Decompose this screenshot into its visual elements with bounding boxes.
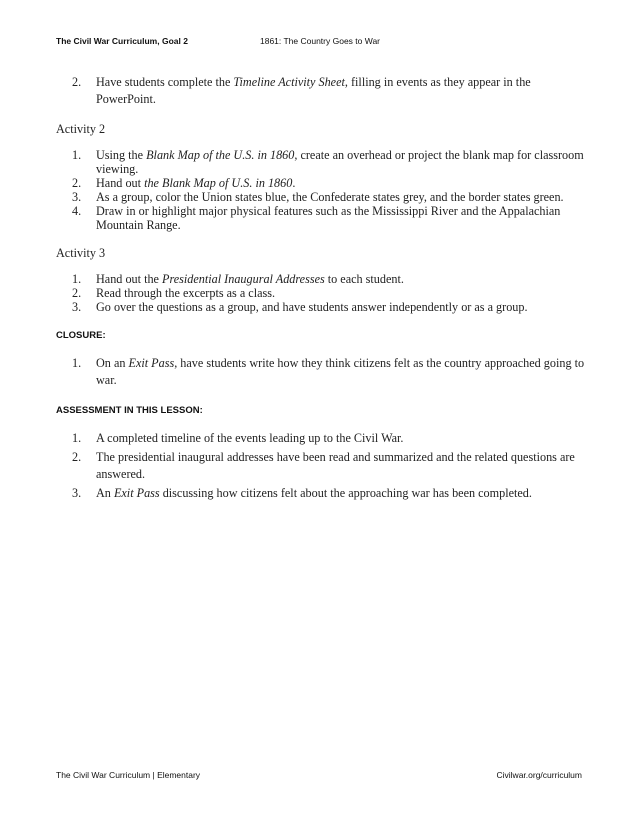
list-item: 3. As a group, color the Union states blue, the Confederate states grey, and the border states green. [72,190,564,204]
list-item: 2. Read through the excerpts as a class. [72,286,276,300]
activity-2-heading: Activity 2 [56,122,106,136]
list-item: 2. Hand out the Blank Map of U.S. in 1860. [72,176,296,190]
activity-3-heading: Activity 3 [56,246,106,260]
header-right: 1861: The Country Goes to War [260,36,381,46]
assessment-heading: ASSESSMENT IN THIS LESSON: [56,405,203,416]
assessment-list [56,430,586,502]
footer-left: The Civil War Curriculum | Elementary [56,770,201,780]
list-item: 4. Draw in or highlight major physical features such as the Mississippi River and the Appalachian Mountain Range. [72,204,561,232]
list-item: 1. A completed timeline of the events leading up to the Civil War. [72,431,404,445]
activity-3-list [56,272,586,314]
header-left: The Civil War Curriculum, Goal 2 [56,36,188,46]
list-item: 3. An Exit Pass discussing how citizens felt about the approaching war has been completed. [72,486,532,500]
activity-2-list [56,148,586,232]
closure-heading: CLOSURE: [56,330,106,341]
footer-right: Civilwar.org/curriculum [496,770,582,780]
list-item: 1. Hand out the Presidential Inaugural Addresses to each student. [72,272,404,286]
document-body [56,74,586,504]
continued-list [56,74,586,108]
list-item: 1. On an Exit Pass, have students write how they think citizens felt as the country approached going to war. [72,356,585,387]
list-item: 2. Have students complete the Timeline Activity Sheet, filling in events as they appear in the PowerPoint. [72,75,531,106]
list-item: 1. Using the Blank Map of the U.S. in 1860, create an overhead or project the blank map for classroom viewing. [72,148,584,176]
closure-list [56,355,586,389]
list-item: 2. The presidential inaugural addresses have been read and summarized and the related questions are answered. [72,450,575,481]
list-item: 3. Go over the questions as a group, and have students answer independently or as a group. [72,300,528,314]
